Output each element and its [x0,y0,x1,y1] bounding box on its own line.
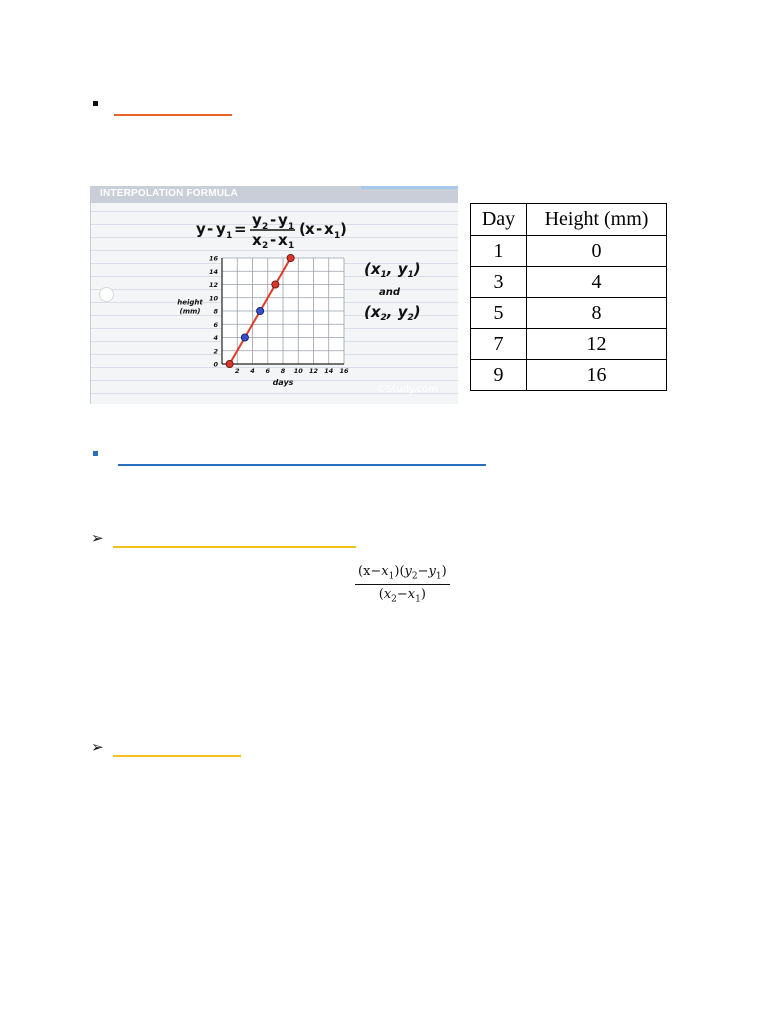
points-label [361,258,456,324]
x-tick-label: 4 [250,367,255,375]
x-tick-label: 6 [265,367,271,375]
x-axis-label: days [272,378,294,387]
watermark: ©Study.com [376,384,438,395]
and-label: and [379,287,401,298]
svg-text:1: 1 [226,231,233,241]
interpolation-fraction: $\frac{(x-x_1)(y_2-y_1)}{(x_2-x_1)}$ [355,564,450,604]
table-cell: 0 [527,236,667,267]
formula-num-y1: y [278,211,288,229]
data-point [226,360,233,367]
chart-x-ticks [235,367,349,375]
height-data-table [470,203,667,391]
table-header-height: Height (mm) [527,204,667,236]
y-tick-label: 4 [213,334,218,342]
data-point [272,281,279,288]
table-cell: 16 [527,360,667,391]
bullet-2 [93,451,98,456]
table-row [471,267,667,298]
svg-text:-: - [316,220,323,238]
x-tick-label: 2 [234,367,240,375]
y-tick-label: 16 [208,254,218,263]
formula-den-x2: x [252,231,262,248]
svg-text:-: - [270,211,277,229]
svg-text:-: - [207,220,214,238]
formula-x1: x [324,220,334,238]
y-tick-label: 14 [208,267,218,276]
svg-text:): ) [340,220,347,238]
svg-text:2: 2 [262,241,269,248]
svg-text:1: 1 [334,231,341,241]
table-cell: 8 [527,298,667,329]
table-cell: 5 [471,298,527,329]
y-tick-label: 12 [208,281,218,289]
svg-text:1: 1 [288,222,295,232]
x-tick-label: 8 [280,367,286,375]
x-tick-label: 14 [324,367,334,375]
bullet-1 [93,101,98,106]
y-tick-label: 6 [213,320,218,329]
heading-underline-4 [113,755,241,757]
table-header-day: Day [471,204,527,236]
data-point [287,254,294,261]
svg-text:2: 2 [262,222,269,232]
table-cell: 7 [471,329,527,360]
data-point [241,334,248,341]
heading-underline-3 [113,546,356,548]
data-point [257,307,264,314]
arrow-bullet-icon: ➢ [91,738,104,756]
arrow-bullet-icon: ➢ [91,529,104,547]
table-row [471,298,667,329]
slide-header-title: INTERPOLATION FORMULA [100,188,238,199]
table-row [471,360,667,391]
chart-y-ticks [209,255,219,369]
formula-den-x1: x [278,231,288,248]
y-axis-label-unit: (mm) [179,307,201,316]
y-tick-label: 0 [213,360,218,369]
y-tick-label: 10 [208,294,218,303]
formula-x: x [305,220,315,238]
formula-y: y [196,220,206,238]
heading-underline-1 [114,114,232,116]
y-tick-label: 2 [213,347,218,356]
table-cell: 12 [527,329,667,360]
interpolation-slide-image [90,186,458,404]
x-tick-label: 16 [339,367,349,375]
heading-underline-2 [118,464,486,466]
table-cell: 1 [471,236,527,267]
table-row [471,329,667,360]
table-row [471,236,667,267]
formula-y1: y [216,220,226,238]
table-cell: 4 [527,267,667,298]
y-tick-label: 8 [213,307,218,316]
chart-grid [222,258,344,364]
svg-text:=: = [234,220,247,238]
table-cell: 3 [471,267,527,298]
table-cell: 9 [471,360,527,391]
svg-text:(x2, y2): ($x_2$, $y_2$) [364,303,421,323]
svg-text:(x1, y1): ($x_1$, $y_1$) [364,260,421,280]
svg-text:(: ( [299,220,306,238]
svg-text:-: - [270,231,277,248]
x-tick-label: 10 [293,367,303,375]
formula-num-y2: y [252,211,262,229]
y-axis-label: height [177,298,203,307]
x-tick-label: 12 [308,367,319,375]
svg-text:1: 1 [288,241,295,248]
